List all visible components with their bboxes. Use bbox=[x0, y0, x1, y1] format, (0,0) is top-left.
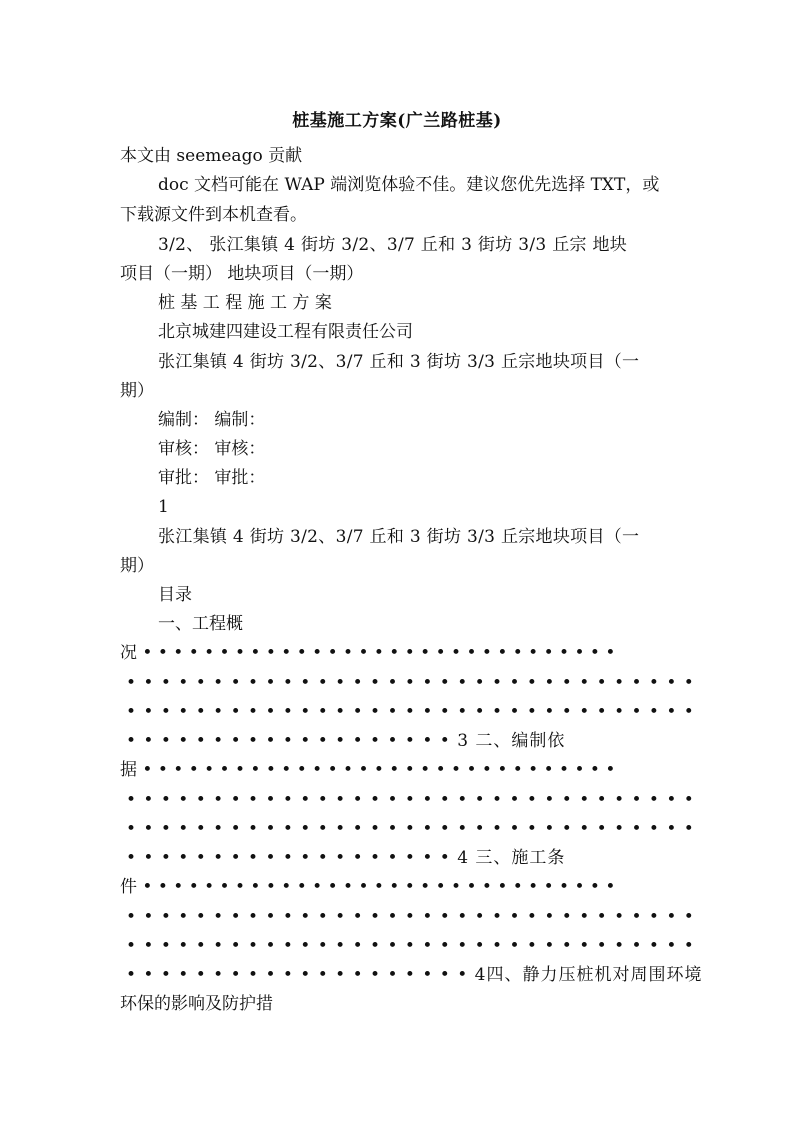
project-title-continued-2: 期） bbox=[120, 556, 154, 576]
section-heading: 桩 基 工 程 施 工 方 案 bbox=[158, 293, 332, 313]
toc-dots-row-with-entry: • • • • • • • • • • • • • • • • • • • 4 三、施工条 bbox=[126, 848, 566, 868]
toc-dots-row: • • • • • • • • • • • • • • • • • • • • • • • • • • • • • • • • • bbox=[126, 673, 695, 693]
toc-dots-row: 据 • • • • • • • • • • • • • • • • • • • • • • • • • • • • • • • bbox=[120, 760, 616, 780]
approved-by-line: 审批： 审批： bbox=[158, 468, 266, 488]
project-line: 3/2、 张江集镇 4 街坊 3/2、3/7 丘和 3 街坊 3/3 丘宗 地块 bbox=[158, 235, 628, 255]
project-title-continued: 期） bbox=[120, 381, 154, 401]
notice-line: doc 文档可能在 WAP 端浏览体验不佳。建议您优先选择 TXT，或 bbox=[158, 175, 660, 195]
document-title: 桩基施工方案(广兰路桩基) bbox=[292, 111, 502, 131]
toc-dots-row: 件 • • • • • • • • • • • • • • • • • • • • • • • • • • • • • • • bbox=[120, 877, 616, 897]
page-number: 1 bbox=[158, 497, 169, 517]
toc-entry-continued: 环保的影响及防护措 bbox=[120, 994, 273, 1014]
project-title-line-2: 张江集镇 4 街坊 3/2、3/7 丘和 3 街坊 3/3 丘宗地块项目（一 bbox=[158, 527, 640, 547]
notice-line-continued: 下载源文件到本机查看。 bbox=[120, 205, 307, 225]
prepared-by-line: 编制： 编制： bbox=[158, 410, 266, 430]
project-line-continued: 项目（一期） 地块项目（一期） bbox=[120, 264, 364, 284]
toc-dots-row: • • • • • • • • • • • • • • • • • • • • • • • • • • • • • • • • • bbox=[126, 790, 695, 810]
toc-dots-row: • • • • • • • • • • • • • • • • • • • • • • • • • • • • • • • • • bbox=[126, 819, 695, 839]
project-title-line: 张江集镇 4 街坊 3/2、3/7 丘和 3 街坊 3/3 丘宗地块项目（一 bbox=[158, 352, 640, 372]
toc-dots-row: • • • • • • • • • • • • • • • • • • • • • • • • • • • • • • • • • bbox=[126, 907, 695, 927]
toc-entry-1: 一、工程概 bbox=[158, 614, 243, 634]
contributor-line: 本文由 seemeago 贡献 bbox=[120, 146, 303, 166]
toc-dots-row-with-entry: • • • • • • • • • • • • • • • • • • • • 4四、静力压桩机对周围环境 bbox=[126, 965, 703, 985]
toc-dots-row: 况 • • • • • • • • • • • • • • • • • • • • • • • • • • • • • • • bbox=[120, 643, 616, 663]
toc-dots-row: • • • • • • • • • • • • • • • • • • • • • • • • • • • • • • • • • bbox=[126, 702, 695, 722]
toc-heading: 目录 bbox=[158, 585, 192, 605]
toc-dots-row-with-entry: • • • • • • • • • • • • • • • • • • • 3 二、编制依 bbox=[126, 731, 566, 751]
toc-dots-row: • • • • • • • • • • • • • • • • • • • • • • • • • • • • • • • • • bbox=[126, 936, 695, 956]
reviewed-by-line: 审核： 审核： bbox=[158, 439, 266, 459]
company-name: 北京城建四建设工程有限责任公司 bbox=[158, 322, 413, 342]
